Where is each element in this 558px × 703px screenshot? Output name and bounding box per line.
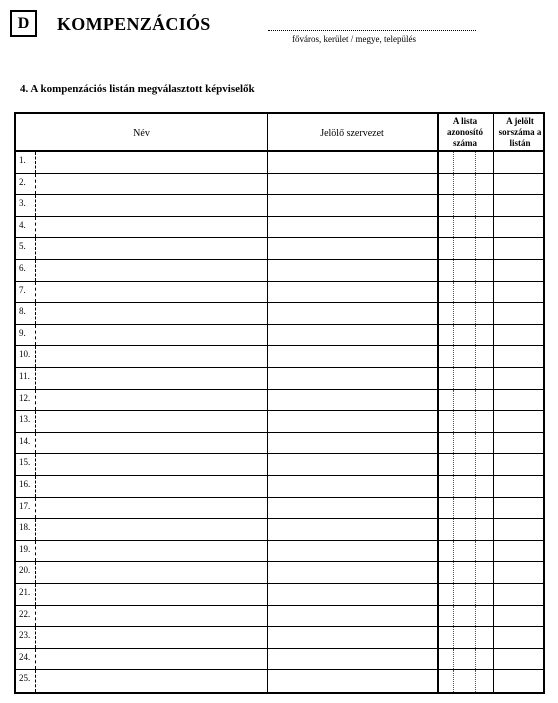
row-number: 3.: [19, 198, 26, 209]
row-number-divider: [35, 670, 36, 692]
digit-cell-divider: [453, 390, 454, 411]
table-row[interactable]: [16, 411, 543, 433]
table-row[interactable]: [16, 476, 543, 498]
row-number: 20.: [19, 565, 31, 576]
row-number-divider: [35, 411, 36, 432]
digit-cell-divider: [475, 174, 476, 195]
row-number-divider: [35, 541, 36, 562]
column-header-jelolo: Jelölő szervezet: [320, 128, 384, 139]
digit-cell-divider: [475, 346, 476, 367]
row-number-divider: [35, 562, 36, 583]
table-body: [16, 152, 543, 692]
digit-cell-divider: [453, 476, 454, 497]
table-row[interactable]: [16, 174, 543, 196]
digit-cell-divider: [453, 606, 454, 627]
digit-cell-divider: [475, 562, 476, 583]
digit-cell-divider: [475, 390, 476, 411]
row-number-divider: [35, 627, 36, 648]
row-number: 4.: [19, 219, 26, 230]
digit-cell-divider: [453, 541, 454, 562]
table-row[interactable]: [16, 346, 543, 368]
row-number-divider: [35, 476, 36, 497]
table-row[interactable]: [16, 325, 543, 347]
table-row[interactable]: [16, 390, 543, 412]
table-row[interactable]: [16, 260, 543, 282]
row-number: 10.: [19, 349, 31, 360]
row-number-divider: [35, 303, 36, 324]
digit-cell-divider: [453, 670, 454, 692]
digit-cell-divider: [453, 282, 454, 303]
section-letter: D: [17, 14, 30, 32]
digit-cell-divider: [453, 627, 454, 648]
representatives-table: [14, 112, 545, 694]
form-title: KOMPENZÁCIÓS: [57, 14, 211, 34]
table-row[interactable]: [16, 433, 543, 455]
digit-cell-divider: [475, 498, 476, 519]
row-number: 12.: [19, 392, 31, 403]
row-number-divider: [35, 454, 36, 475]
table-row[interactable]: [16, 282, 543, 304]
row-number-divider: [35, 174, 36, 195]
table-row[interactable]: [16, 562, 543, 584]
row-number-divider: [35, 260, 36, 281]
digit-cell-divider: [453, 562, 454, 583]
row-number-divider: [35, 195, 36, 216]
row-number-divider: [35, 606, 36, 627]
row-number: 13.: [19, 414, 31, 425]
table-row[interactable]: [16, 670, 543, 692]
digit-cell-divider: [475, 433, 476, 454]
table-row[interactable]: [16, 541, 543, 563]
digit-cell-divider: [475, 303, 476, 324]
row-number: 6.: [19, 263, 26, 273]
row-number: 9.: [19, 327, 26, 338]
row-number: 17.: [19, 500, 31, 511]
row-number: 16.: [19, 479, 31, 489]
digit-cell-divider: [453, 303, 454, 324]
digit-cell-divider: [475, 195, 476, 216]
row-number: 14.: [19, 435, 31, 446]
section-heading: 4. A kompenzációs listán megválasztott képviselők: [20, 83, 255, 95]
row-number-divider: [35, 325, 36, 346]
digit-cell-divider: [453, 433, 454, 454]
column-header-lista: A lista azonosító száma: [447, 116, 483, 148]
digit-cell-divider: [475, 454, 476, 475]
row-number: 21.: [19, 587, 31, 597]
table-row[interactable]: [16, 498, 543, 520]
digit-cell-divider: [453, 649, 454, 670]
row-number: 5.: [19, 241, 26, 252]
table-row[interactable]: [16, 627, 543, 649]
table-row[interactable]: [16, 303, 543, 325]
digit-cell-divider: [453, 346, 454, 367]
row-number: 25.: [19, 673, 31, 684]
digit-cell-divider: [475, 152, 476, 173]
row-number: 2.: [19, 176, 26, 187]
row-number: 15.: [19, 457, 31, 468]
digit-cell-divider: [475, 519, 476, 540]
digit-cell-divider: [453, 325, 454, 346]
digit-cell-divider: [453, 411, 454, 432]
location-fill-line[interactable]: [268, 30, 476, 31]
digit-cell-divider: [453, 454, 454, 475]
digit-cell-divider: [453, 195, 454, 216]
table-row[interactable]: [16, 584, 543, 606]
row-number-divider: [35, 390, 36, 411]
row-number-divider: [35, 584, 36, 605]
digit-cell-divider: [453, 498, 454, 519]
digit-cell-divider: [453, 238, 454, 259]
digit-cell-divider: [475, 584, 476, 605]
table-row[interactable]: [16, 519, 543, 541]
row-number-divider: [35, 368, 36, 389]
row-number: 24.: [19, 651, 31, 662]
row-number-divider: [35, 238, 36, 259]
location-caption: főváros, kerület / megye, település: [292, 34, 416, 44]
digit-cell-divider: [475, 260, 476, 281]
digit-cell-divider: [475, 217, 476, 238]
digit-cell-divider: [453, 368, 454, 389]
row-number-divider: [35, 346, 36, 367]
table-row[interactable]: [16, 606, 543, 628]
digit-cell-divider: [475, 541, 476, 562]
table-row[interactable]: [16, 368, 543, 390]
row-number-divider: [35, 217, 36, 238]
row-number-divider: [35, 152, 36, 173]
table-row[interactable]: [16, 195, 543, 217]
row-number: 18.: [19, 522, 31, 533]
row-number: 7.: [19, 284, 26, 295]
digit-cell-divider: [475, 649, 476, 670]
section-letter-box: [10, 10, 37, 37]
digit-cell-divider: [475, 411, 476, 432]
table-row[interactable]: [16, 238, 543, 260]
row-number-divider: [35, 498, 36, 519]
column-header-nev: Név: [133, 128, 150, 139]
table-row[interactable]: [16, 217, 543, 239]
row-number: 11.: [19, 371, 30, 381]
digit-cell-divider: [453, 174, 454, 195]
row-number-divider: [35, 433, 36, 454]
row-number-divider: [35, 519, 36, 540]
row-number: 1.: [19, 155, 26, 165]
row-number: 19.: [19, 543, 31, 554]
row-number-divider: [35, 649, 36, 670]
table-row[interactable]: [16, 152, 543, 174]
digit-cell-divider: [475, 476, 476, 497]
row-number: 23.: [19, 630, 31, 641]
digit-cell-divider: [475, 282, 476, 303]
column-header-sorszam: A jelölt sorszáma a listán: [498, 116, 542, 148]
digit-cell-divider: [453, 519, 454, 540]
row-number: 8.: [19, 306, 26, 317]
digit-cell-divider: [453, 584, 454, 605]
digit-cell-divider: [475, 368, 476, 389]
row-number-divider: [35, 282, 36, 303]
digit-cell-divider: [453, 152, 454, 173]
table-row[interactable]: [16, 454, 543, 476]
digit-cell-divider: [475, 238, 476, 259]
table-header: [16, 114, 543, 152]
digit-cell-divider: [475, 606, 476, 627]
digit-cell-divider: [475, 670, 476, 692]
row-number: 22.: [19, 608, 31, 619]
digit-cell-divider: [475, 627, 476, 648]
digit-cell-divider: [453, 260, 454, 281]
digit-cell-divider: [475, 325, 476, 346]
digit-cell-divider: [453, 217, 454, 238]
table-row[interactable]: [16, 649, 543, 671]
